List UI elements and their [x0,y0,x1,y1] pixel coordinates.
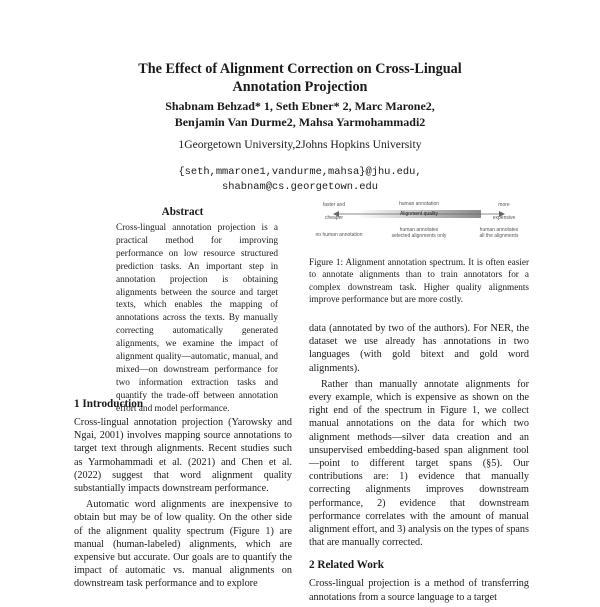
intro-section [74,398,292,594]
fig-left-mid: cheaper [324,215,344,221]
fig-center-bottom-1: human annotates [399,227,439,233]
related-work-heading: 2 Related Work [309,559,384,572]
fig-right-top: more [498,202,510,208]
fig-center-label: Alignment quality [399,211,439,217]
affiliations: 1Georgetown University,2Johns Hopkins University [178,138,422,151]
fig-left-top: faster and [322,202,346,208]
fig-center-bottom-2: selected alignments only [391,233,447,239]
figure-1-caption: Figure 1: Alignment annotation spectrum. It is often easier to annotate alignments than to train annotators for a complex downstream task. Higher quality alignments improve performance but are more costly. [309,257,529,305]
intro-heading: 1 Introduction [74,398,144,410]
related-paragraph-1: Cross-lingual projection is a method of transferring annotations from a source language to a target [309,578,529,603]
figure-1 [309,200,529,250]
right-paragraph-1: data (annotated by two of the authors). For NER, the dataset we use already has annotations in two languages (with gold bitext and gold word alignments). [309,323,529,374]
right-paragraph-2: Rather than manually annotate alignments for every example, which is expensive as shown on the right end of the spectrum in Figure 1, we collect manual annotations on the data for which two alignment methods—silver data creation and an unsupervised embedding-based span alignment tool—point to different target spans (§5). Our contributions are: 1) evidence that manually correcting alignments improves downstream performance, 2) evidence that downstream performance correlates with the amount of manual alignment effort, and 3) analysis on the types of spans that are manually corrected. [309,378,529,549]
fig-right-mid: expensive [492,215,516,221]
right-column-body [309,322,529,607]
abstract-text: Cross-lingual annotation projection is a practical method for improving performance on low resource structured prediction tasks. An important step in annotation projection is obtaining alignments between the source and target texts, which enables the mapping of annotations across the texts. By manually correcting automatically generated alignments, we examine the impact of alignment quality—automatic, manual, and mixed—on downstream performance for two information extraction tasks and quantify the trade-off between annotation effort and model performance. [116,223,278,414]
fig-center-top: human annotation [398,201,440,207]
fig-right-bottom-2: all the alignments [479,233,519,239]
fig-left-bottom: no human annotation [315,232,363,238]
title-line-2: Annotation Projection [232,79,368,95]
abstract-heading: Abstract [161,206,204,218]
paper-title [60,60,540,96]
intro-paragraph-2: Automatic word alignments are inexpensive to obtain but may be of low quality. On the other side of the alignment quality spectrum (Figure 1) are manual (human-labeled) alignments, which are expensive but accurate. Our goals are to quantify the impact of automatic vs. manual alignments on downstream task performance and to explore [74,499,292,590]
intro-paragraph-1: Cross-lingual annotation projection (Yarowsky and Ngai, 2001) involves mapping source annotations to target text through alignments. Recent studies such as Yarmohammadi et al. (2021) and Chen et al. (2022) suggest that word alignment quality substantially impacts downstream performance. [74,417,292,495]
author-emails [60,165,540,194]
email-line-2: shabnam@cs.georgetown.edu [222,180,378,193]
authors-line-1: Shabnam Behzad* 1, Seth Ebner* 2, Marc Marone2, [165,99,435,113]
email-line-1: {seth,mmarone1,vandurme,mahsa}@jhu.edu, [178,166,422,178]
author-list [60,98,540,130]
authors-line-2: Benjamin Van Durme2, Mahsa Yarmohammadi2 [174,115,426,129]
title-line-1: The Effect of Alignment Correction on Cross-Lingual [138,61,462,77]
fig-right-bottom-1: human annotates [479,227,519,233]
